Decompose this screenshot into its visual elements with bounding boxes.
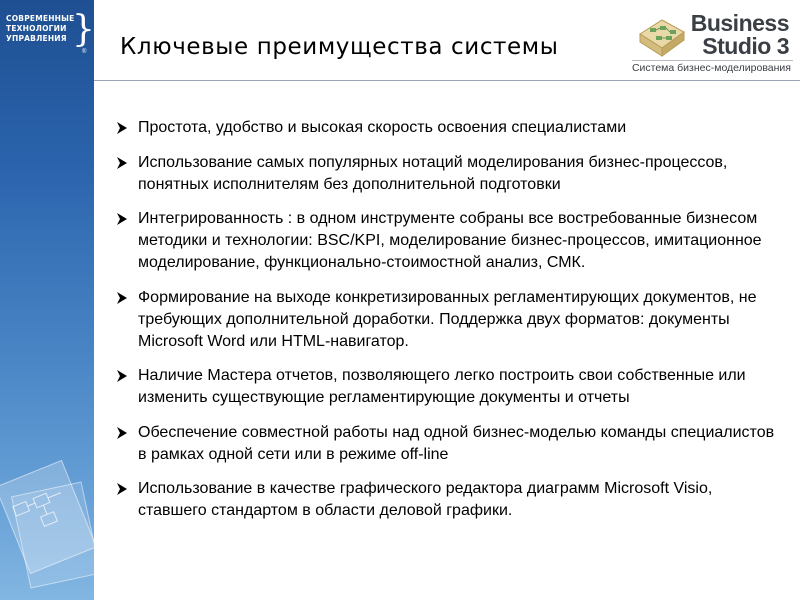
list-item-text: Наличие Мастера отчетов, позволяющего легко построить свои собственные или изменить существующие регламентирующие документы и отчеты <box>138 367 746 406</box>
company-logo <box>6 9 95 55</box>
left-sidebar-band <box>0 0 94 600</box>
bullet-arrow-icon <box>116 212 128 226</box>
brand-tagline: Система бизнес-моделирования <box>631 62 791 74</box>
list-item <box>116 208 776 274</box>
bullet-arrow-icon <box>116 482 128 496</box>
advantages-list <box>116 117 776 535</box>
brand-name-line-1: Business <box>690 10 789 36</box>
bullet-arrow-icon <box>116 156 128 170</box>
list-item <box>116 287 776 353</box>
header-divider <box>94 80 800 81</box>
bullet-arrow-icon <box>116 121 128 135</box>
list-item <box>116 152 776 196</box>
company-logo-brace: } <box>72 9 95 50</box>
bullet-arrow-icon <box>116 426 128 440</box>
list-item-text: Обеспечение совместной работы над одной бизнес-моделью команды специалистов в рамках одной сети или в режиме off-line <box>138 423 775 463</box>
company-logo-line-1: СОВРЕМЕННЫЕ <box>6 14 75 23</box>
list-item <box>116 117 776 139</box>
brand-name-line-2: Studio 3 <box>702 33 789 59</box>
list-item-text: Простота, удобство и высокая скорость освоения специалистами <box>138 119 627 136</box>
company-logo-line-2: ТЕХНОЛОГИИ <box>6 24 67 33</box>
brand-tagline-rule <box>632 60 793 61</box>
brand-name <box>691 12 789 58</box>
list-item-text: Формирование на выходе конкретизированных регламентирующих документов, не требующих дополнительной доработки. Поддержка двух форматов: документы Microsoft Word или HTML-навигатор. <box>138 288 757 350</box>
list-item-text: Интегрированность : в одном инструменте собраны все востребованные бизнесом методики и технологии: BSC/KPI, моделирование бизнес-процессов, имитационное моделирование, функционально-стоимостной анализ, СМК. <box>138 210 762 271</box>
brand-logo <box>630 8 795 72</box>
bullet-arrow-icon <box>116 291 128 305</box>
list-item-text: Использование самых популярных нотаций моделирования бизнес-процессов, понятных исполнителям без дополнительной подготовки <box>138 153 728 193</box>
company-logo-line-3: УПРАВЛЕНИЯ <box>6 34 67 43</box>
list-item <box>116 365 776 409</box>
diagram-cube-icon <box>636 14 688 60</box>
list-item-text: Использование в качестве графического редактора диаграмм Microsoft Visio, ставшего стандартом в области деловой графики. <box>138 480 713 519</box>
list-item <box>116 422 776 466</box>
flowchart-sketch-icon <box>9 482 78 541</box>
slide-title: Ключевые преимущества системы <box>120 34 559 60</box>
list-item <box>116 478 776 522</box>
registered-mark: ® <box>82 49 87 55</box>
bullet-arrow-icon <box>116 369 128 383</box>
